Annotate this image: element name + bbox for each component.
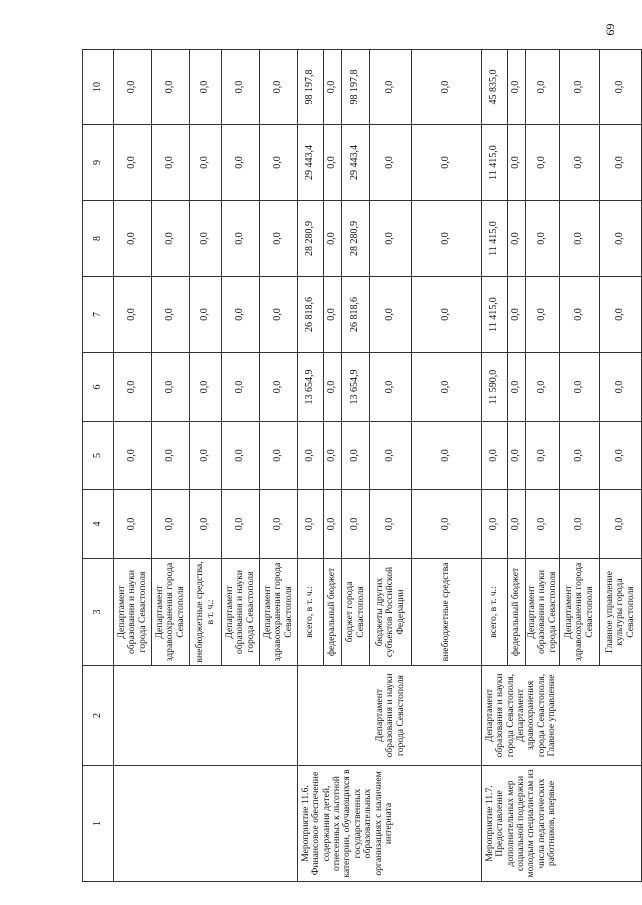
value-cell: 0,0	[260, 490, 298, 559]
source-cell: всего, в т. ч.:	[482, 559, 508, 666]
value-cell: 0,0	[152, 50, 190, 125]
source-cell: Департамент здравоохранения города Севастополя	[260, 559, 298, 666]
source-cell: федеральный бюджет	[324, 559, 342, 666]
value-cell: 11 415,0	[482, 125, 508, 201]
value-cell: 0,0	[412, 125, 482, 201]
value-cell: 0,0	[260, 353, 298, 422]
col-header: 5	[83, 422, 114, 490]
value-cell: 0,0	[526, 277, 560, 353]
source-cell: внебюджетные средства	[412, 559, 482, 666]
value-cell: 0,0	[600, 490, 642, 559]
value-cell: 0,0	[560, 277, 600, 353]
value-cell: 0,0	[526, 490, 560, 559]
value-cell: 98 197,8	[342, 50, 370, 125]
measure-cell	[114, 766, 298, 882]
value-cell: 0,0	[508, 125, 526, 201]
value-cell: 0,0	[190, 201, 222, 277]
value-cell: 11 590,0	[482, 353, 508, 422]
value-cell: 0,0	[114, 353, 152, 422]
value-cell: 0,0	[114, 277, 152, 353]
measure-cell: Мероприятие 11.6. Финансовое обеспечение содержания детей, отнесенных к льготной категории, обучающихся в государственных образовательных организациях с наличием интерната	[298, 766, 482, 882]
value-cell: 0,0	[152, 353, 190, 422]
value-cell: 0,0	[526, 201, 560, 277]
value-cell: 0,0	[324, 125, 342, 201]
value-cell: 28 280,9	[298, 201, 324, 277]
col-header: 7	[83, 277, 114, 353]
value-cell: 0,0	[526, 125, 560, 201]
value-cell: 0,0	[412, 422, 482, 490]
value-cell: 0,0	[222, 125, 260, 201]
value-cell: 0,0	[482, 422, 508, 490]
value-cell: 0,0	[412, 353, 482, 422]
value-cell: 0,0	[412, 50, 482, 125]
source-cell: Департамент здравоохранения города Севастополя	[560, 559, 600, 666]
source-cell: бюджеты других субъектов Российской Федерации	[370, 559, 412, 666]
value-cell: 0,0	[324, 50, 342, 125]
value-cell: 0,0	[508, 50, 526, 125]
table-row	[298, 50, 324, 882]
value-cell: 0,0	[222, 490, 260, 559]
source-cell: федеральный бюджет	[508, 559, 526, 666]
value-cell: 0,0	[370, 201, 412, 277]
col-header: 9	[83, 125, 114, 201]
value-cell: 0,0	[152, 201, 190, 277]
value-cell: 0,0	[412, 490, 482, 559]
value-cell: 13 654,9	[342, 353, 370, 422]
col-header: 6	[83, 353, 114, 422]
value-cell: 0,0	[222, 422, 260, 490]
value-cell: 0,0	[114, 201, 152, 277]
value-cell: 0,0	[260, 422, 298, 490]
value-cell: 0,0	[152, 490, 190, 559]
value-cell: 0,0	[152, 277, 190, 353]
value-cell: 0,0	[324, 422, 342, 490]
col-header: 4	[83, 490, 114, 559]
value-cell: 0,0	[190, 353, 222, 422]
value-cell: 0,0	[600, 201, 642, 277]
value-cell: 0,0	[222, 201, 260, 277]
col-header: 10	[83, 50, 114, 125]
value-cell: 0,0	[222, 353, 260, 422]
value-cell: 0,0	[260, 50, 298, 125]
value-cell: 0,0	[482, 490, 508, 559]
value-cell: 0,0	[370, 125, 412, 201]
value-cell: 29 443,4	[342, 125, 370, 201]
value-cell: 0,0	[222, 277, 260, 353]
value-cell: 0,0	[560, 201, 600, 277]
value-cell: 0,0	[508, 277, 526, 353]
header-row	[83, 50, 114, 882]
source-cell: Департамент здравоохранения города Севастополя	[152, 559, 190, 666]
table-row	[114, 50, 152, 882]
value-cell: 0,0	[508, 353, 526, 422]
value-cell: 0,0	[222, 50, 260, 125]
value-cell: 0,0	[560, 490, 600, 559]
value-cell: 0,0	[342, 422, 370, 490]
source-cell: всего, в т. ч.:	[298, 559, 324, 666]
value-cell: 0,0	[508, 422, 526, 490]
source-cell: Департамент образования и науки города Севастополя	[526, 559, 560, 666]
value-cell: 0,0	[114, 125, 152, 201]
value-cell: 0,0	[412, 201, 482, 277]
executor-cell	[114, 666, 298, 766]
value-cell: 0,0	[114, 50, 152, 125]
value-cell: 0,0	[412, 277, 482, 353]
value-cell: 0,0	[190, 125, 222, 201]
rotated-table-container	[82, 50, 636, 882]
value-cell: 0,0	[260, 201, 298, 277]
value-cell: 0,0	[526, 353, 560, 422]
executor-cell: Департамент образования и науки города Севастополя	[298, 666, 482, 766]
value-cell: 0,0	[152, 422, 190, 490]
value-cell: 0,0	[600, 277, 642, 353]
value-cell: 0,0	[560, 422, 600, 490]
col-header: 8	[83, 201, 114, 277]
source-cell: Департамент образования и науки города Севастополя	[222, 559, 260, 666]
value-cell: 0,0	[560, 50, 600, 125]
value-cell: 0,0	[324, 277, 342, 353]
value-cell: 13 654,9	[298, 353, 324, 422]
value-cell: 26 818,6	[298, 277, 324, 353]
source-cell: внебюджетные средства, в т. ч.:	[190, 559, 222, 666]
col-header: 2	[83, 666, 114, 766]
value-cell: 26 818,6	[342, 277, 370, 353]
value-cell: 0,0	[298, 422, 324, 490]
value-cell: 98 197,8	[298, 50, 324, 125]
value-cell: 0,0	[152, 125, 190, 201]
value-cell: 0,0	[526, 50, 560, 125]
col-header: 1	[83, 766, 114, 882]
value-cell: 0,0	[324, 353, 342, 422]
value-cell: 29 443,4	[298, 125, 324, 201]
value-cell: 0,0	[298, 490, 324, 559]
value-cell: 0,0	[508, 201, 526, 277]
value-cell: 0,0	[190, 422, 222, 490]
value-cell: 0,0	[190, 490, 222, 559]
value-cell: 0,0	[370, 490, 412, 559]
value-cell: 0,0	[600, 50, 642, 125]
value-cell: 0,0	[342, 490, 370, 559]
value-cell: 11 415,0	[482, 201, 508, 277]
value-cell: 0,0	[560, 125, 600, 201]
value-cell: 11 415,0	[482, 277, 508, 353]
funding-table	[82, 49, 642, 882]
value-cell: 45 835,0	[482, 50, 508, 125]
source-cell: Главное управление культуры города Севастополя	[600, 559, 642, 666]
value-cell: 0,0	[114, 490, 152, 559]
value-cell: 28 280,9	[342, 201, 370, 277]
value-cell: 0,0	[260, 125, 298, 201]
value-cell: 0,0	[560, 353, 600, 422]
value-cell: 0,0	[600, 422, 642, 490]
value-cell: 0,0	[114, 422, 152, 490]
value-cell: 0,0	[508, 490, 526, 559]
value-cell: 0,0	[260, 277, 298, 353]
value-cell: 0,0	[526, 422, 560, 490]
value-cell: 0,0	[370, 353, 412, 422]
source-cell: бюджет города Севастополя	[342, 559, 370, 666]
executor-cell: Департамент образования и науки города Севастополя, Департамент здравоохранения города Севастополя, Главное управление	[482, 666, 642, 766]
value-cell: 0,0	[190, 50, 222, 125]
value-cell: 0,0	[600, 353, 642, 422]
value-cell: 0,0	[324, 490, 342, 559]
value-cell: 0,0	[324, 201, 342, 277]
page-number: 69	[603, 23, 618, 36]
col-header: 3	[83, 559, 114, 666]
table-row	[482, 50, 508, 882]
measure-cell: Мероприятие 11.7. Предоставление дополнительных мер социальной поддержки молодым специалистам из числа педагогических работников, впервые	[482, 766, 642, 882]
value-cell: 0,0	[370, 422, 412, 490]
source-cell: Департамент образования и науки города Севастополя	[114, 559, 152, 666]
value-cell: 0,0	[600, 125, 642, 201]
value-cell: 0,0	[190, 277, 222, 353]
value-cell: 0,0	[370, 50, 412, 125]
value-cell: 0,0	[370, 277, 412, 353]
